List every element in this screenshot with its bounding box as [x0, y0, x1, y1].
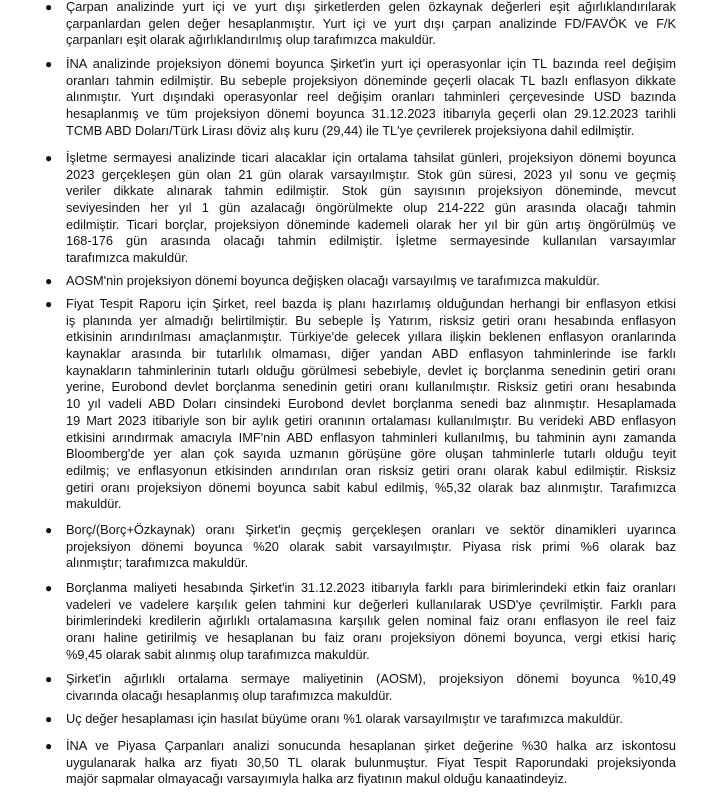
bullet-icon: ●	[45, 297, 53, 311]
text-line: %9,45 olarak sabit alınmış olup tarafımızca makuldür.	[66, 646, 370, 662]
text-line: İNA ve Piyasa Çarpanları analizi sonucunda hesaplanan şirket değerine %30 halka arz iskontosu	[66, 738, 676, 753]
list-item	[45, 273, 676, 290]
text-line: iş planında yer almadığı belirtilmiştir. Bu sebeple İş Yatırım, risksiz getiri oranı hesabında enflasyon	[66, 312, 676, 328]
text-line: Fiyat Tespit Raporu için Şirket, reel bazda iş planı hazırlamış olduğundan herhangi bir enflasyon etkisi	[66, 296, 676, 311]
text-line: etkisini arındırmak amacıyla IMF'nin ABD enflasyon tahminleri kullanılmış, bu tahminin aynı zamanda	[66, 429, 676, 445]
bullet-icon: ●	[45, 57, 53, 71]
text-line: makuldür.	[66, 496, 122, 512]
text-line: Borç/(Borç+Özkaynak) oranı Şirket'in geçmiş gerçekleşen oranları ve sektör dinamikleri uyarınca	[66, 522, 676, 537]
text-line: alınmıştır; tarafımızca makuldür.	[66, 555, 249, 571]
list-item	[45, 296, 676, 513]
text-line: vadeleri ve vadelere karşılık gelen tahmini kur değerleri kullanılarak USD'ye çevrilmiştir. Farklı para	[66, 596, 676, 612]
text-line: kaynaklar arasında bir tutarlılık olmaması, diğer yandan ABD enflasyon tahminlerinde ise farklı	[66, 346, 676, 362]
text-line: tarafımızca makuldür.	[66, 250, 189, 266]
text-line: Bloomberg'de yer alan çok sayıda uzmanın görüşüne göre oluşan tahminlerle tutarlı olduğu teyit	[66, 446, 676, 462]
text-line: birimlerindeki kredilerin ağırlıklı ortalamasına karşılık gelen nominal faiz oranı enflasyon ile reel faiz	[66, 613, 676, 629]
text-line: yerine, Eurobond devlet borçlanma senedinin getiri oranı kullanılmıştır. Risksiz getiri oranı hesabında	[66, 379, 676, 395]
list-item	[45, 522, 676, 572]
text-line: oranı haline getirilmiş ve hesaplanan bu faiz oranı projeksiyon dönemi boyunca, vergi etkisi hariç	[66, 630, 676, 646]
text-line: İşletme sermayesi analizinde ticari alacaklar için ortalama tahsilat günleri, projeksiyon dönemi boyunca	[66, 150, 676, 165]
bullet-icon: ●	[45, 581, 53, 595]
text-line: alınmıştır. Yurt dışındaki operasyonlar reel değişim oranları tahminleri çerçevesinde USD bazında	[66, 89, 676, 105]
text-line: majör sapmalar olmayacağı varsayımıyla halka arz fiyatının makul olduğu kanaatindeyiz.	[66, 771, 568, 787]
text-line: Uç değer hesaplaması için hasılat büyüme oranı %1 olarak varsayılmıştır ve tarafımızca makuldür.	[66, 711, 623, 726]
bullet-icon: ●	[45, 151, 53, 165]
text-line: civarında olacağı hesaplanmış olup tarafımızca makuldür.	[66, 687, 393, 703]
text-line: Çarpan analizinde yurt içi ve yurt dışı şirketlerden gelen özkaynak değerleri eşit ağırlıklandırılarak	[66, 0, 676, 14]
text-line: 10 yıl vadeli ABD Doları cinsindeki Eurobond devlet borçlanma senedi baz alınmıştır. Hesaplamada	[66, 396, 676, 412]
text-line: Borçlanma maliyeti hesabında Şirket'in 31.12.2023 itibarıyla farklı para birimlerindeki etkin faiz oranları	[66, 580, 676, 595]
bullet-icon: ●	[45, 739, 53, 753]
text-line: çarpanlardan gelen değer hesaplanmıştır. Yurt içi ve yurt dışı çarpan analizinde FD/FAVÖK ve F/K	[66, 15, 676, 31]
text-line: 168-176 gün arasında olacağı tahmin edilmiştir. İşletme sermayesinde kullanılan varsayımlar	[66, 233, 676, 249]
list-item	[45, 580, 676, 663]
text-line: 2023 gerçekleşen gün olan 21 gün olarak varsayılmıştır. Stok gün süresi, 2023 yıl sonu ve geçmiş	[66, 166, 676, 182]
text-line: TCMB ABD Doları/Türk Lirası döviz alış kuru (29,44) ile TL'ye çevrilerek projeksiyona dahil edilmiştir.	[66, 122, 635, 138]
text-line: seviyesinden her yıl 1 gün azalacağı öngörülmekte olup 214-222 gün arasında olacağı tahmin	[66, 200, 676, 216]
text-line: hesaplanmış ve tüm projeksiyon dönemi boyunca 31.12.2023 itibarıyla geçerli olan 29.12.2023 tarihli	[66, 106, 676, 122]
bullet-icon: ●	[45, 523, 53, 537]
bullet-icon: ●	[45, 274, 53, 288]
list-item	[45, 671, 676, 704]
text-line: çarpanları eşit olarak ağırlıklandırılmış olup tarafımızca makuldür.	[66, 32, 436, 48]
text-line: veriler dikkate alınarak tahmin edilmiştir. Stok gün sayısının projeksiyon döneminde, mevcut	[66, 183, 676, 199]
list-item	[45, 56, 676, 139]
text-line: uygulanarak halka arz fiyatı 30,50 TL olarak bulunmuştur. Fiyat Tespit Raporundaki projeksiyonda	[66, 754, 676, 770]
text-line: 19 Mart 2023 itibariyle son bir aylık getiri oranının ortalaması kullanılmıştır. Bu verideki ABD enflasyon	[66, 412, 676, 428]
text-line: getiri oranı projeksiyon dönemi boyunca sabit kabul edilmiş, %5,32 olarak baz alınmıştır. Tarafımızca	[66, 479, 676, 495]
list-item	[45, 738, 676, 788]
bullet-icon: ●	[45, 672, 53, 686]
list-item	[45, 0, 676, 49]
text-line: kaynakların tahminlerinin tutarlı olduğu görülmesi sebebiyle, devlet iç borçlanma senedinin getiri oranı	[66, 362, 676, 378]
text-line: AOSM'nin projeksiyon dönemi boyunca değişken olacağı varsayılmış ve tarafımızca makuldür.	[66, 273, 600, 288]
text-line: edilmiş; ve enflasyonun etkisinden arındırılan oran risksiz getiri oranı olarak kabul edilmiştir. Risksiz	[66, 462, 676, 478]
text-line: edilmiştir. Ticari borçlar, projeksiyon döneminde kademeli olarak her yıl bir gün artış öngörülmüş ve	[66, 216, 676, 232]
list-item	[45, 150, 676, 267]
list-item	[45, 711, 676, 728]
bullet-icon: ●	[45, 0, 53, 14]
bullet-icon: ●	[45, 712, 53, 726]
text-line: projeksiyon dönemi boyunca %20 olarak sabit varsayılmıştır. Piyasa risk primi %6 olarak baz	[66, 538, 676, 554]
text-line: etkisinin arındırılması amaçlanmıştır. Türkiye'de gelecek yıllara ilişkin beklenen enflasyon oranlarında	[66, 329, 676, 345]
text-line: oranları tahmin edilmiştir. Bu sebeple projeksiyon döneminde geçerli olacak TL bazlı enflasyon dikkate	[66, 72, 676, 88]
text-line: İNA analizinde projeksiyon dönemi boyunca Şirket'in yurt içi operasyonlar için TL bazında reel değişim	[66, 56, 676, 71]
text-line: Şirket'in ağırlıklı ortalama sermaye maliyetinin (AOSM), projeksiyon dönemi boyunca %10,49	[66, 671, 676, 686]
